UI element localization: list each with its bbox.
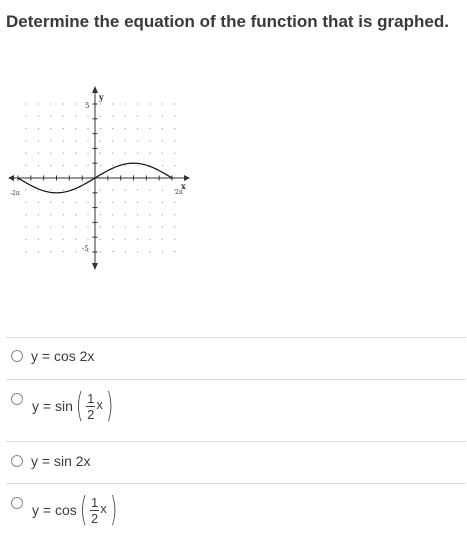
grid-dot: [112, 116, 113, 117]
right-paren: ): [109, 490, 118, 530]
grid-dot: [100, 202, 101, 203]
grid-dot: [50, 153, 51, 154]
grid-dot: [100, 116, 101, 117]
grid-dot: [174, 226, 175, 227]
fraction: [90, 496, 99, 525]
y-axis-label: y: [99, 92, 104, 102]
grid-dot: [174, 202, 175, 203]
grid-dot: [125, 190, 126, 191]
grid-dot: [149, 214, 150, 215]
radio-button[interactable]: [11, 350, 23, 362]
option-label: [32, 386, 116, 426]
grid-dot: [38, 226, 39, 227]
option-sin-2x[interactable]: [8, 442, 463, 482]
grid-dot: [100, 190, 101, 191]
grid-dot: [137, 165, 138, 166]
function-graph: [0, 85, 200, 275]
grid-dot: [125, 153, 126, 154]
grid-dot: [25, 116, 26, 117]
grid-dot: [162, 128, 163, 129]
grid-dot: [50, 226, 51, 227]
grid-dot: [87, 202, 88, 203]
left-paren: (: [75, 386, 84, 426]
y-axis-bottom-arrow: [92, 263, 98, 270]
grid-dot: [75, 190, 76, 191]
fraction-numerator: 1: [87, 390, 95, 406]
grid-dot: [25, 128, 26, 129]
grid-dot: [50, 103, 51, 104]
grid-dot: [137, 239, 138, 240]
option-cos-2x[interactable]: [8, 338, 463, 379]
grid-dot: [63, 190, 64, 191]
grid-dot: [112, 214, 113, 215]
grid-dot: [25, 140, 26, 141]
right-paren: ): [105, 386, 114, 426]
grid-dot: [25, 153, 26, 154]
x-axis-left-arrow: [8, 175, 14, 181]
fraction-numerator: 1: [91, 494, 99, 510]
grid-dot: [75, 226, 76, 227]
grid-dot: [100, 128, 101, 129]
grid-dot: [137, 140, 138, 141]
tick-label-y-bottom: -5: [82, 245, 89, 253]
grid-dot: [75, 116, 76, 117]
grid-dot: [38, 140, 39, 141]
grid-dot: [63, 165, 64, 166]
grid-dot: [87, 116, 88, 117]
grid-dot: [149, 153, 150, 154]
grid-dot: [38, 103, 39, 104]
grid-dot: [63, 103, 64, 104]
grid-dot: [100, 226, 101, 227]
grid-dot: [149, 239, 150, 240]
grid-dot: [100, 103, 101, 104]
grid-dot: [137, 128, 138, 129]
grid-dot: [63, 128, 64, 129]
grid-dot: [50, 251, 51, 252]
grid-dot: [174, 165, 175, 166]
variable: x: [96, 396, 103, 412]
grid-dot: [63, 116, 64, 117]
tick-label-x-right: 2π: [175, 189, 183, 196]
grid-dot: [149, 202, 150, 203]
grid-dot: [38, 239, 39, 240]
grid-dot: [100, 239, 101, 240]
tick-label-y-top: 5: [85, 102, 90, 110]
grid-dot: [87, 165, 88, 166]
option-cos-half-x[interactable]: [8, 484, 463, 534]
grid-dot: [38, 153, 39, 154]
variable: x: [100, 500, 107, 516]
function-prefix: y = sin: [32, 398, 73, 414]
grid-dot: [174, 128, 175, 129]
grid-dot: [50, 190, 51, 191]
grid-dot: [50, 116, 51, 117]
grid-dot: [38, 116, 39, 117]
grid-dot: [137, 116, 138, 117]
grid-dot: [63, 239, 64, 240]
grid-dot: [149, 128, 150, 129]
grid-dot: [87, 153, 88, 154]
grid-dot: [149, 140, 150, 141]
grid-dot: [38, 202, 39, 203]
grid-dot: [50, 239, 51, 240]
grid-dot: [125, 239, 126, 240]
grid-dot: [63, 214, 64, 215]
grid-dot: [87, 226, 88, 227]
grid-dot: [75, 128, 76, 129]
grid-dot: [112, 128, 113, 129]
grid-dot: [125, 226, 126, 227]
grid-dot: [174, 239, 175, 240]
grid-dot: [87, 214, 88, 215]
grid-dot: [63, 226, 64, 227]
grid-dot: [75, 153, 76, 154]
grid-dot: [112, 165, 113, 166]
fraction-denominator: 2: [91, 510, 99, 526]
grid-dot: [162, 239, 163, 240]
fraction-denominator: 2: [87, 406, 95, 422]
grid-dot: [162, 226, 163, 227]
grid-dot: [25, 226, 26, 227]
grid-dot: [38, 128, 39, 129]
grid-dot: [125, 140, 126, 141]
grid-dot: [125, 128, 126, 129]
grid-dot: [75, 140, 76, 141]
grid-dot: [149, 226, 150, 227]
grid-dot: [125, 214, 126, 215]
grid-dot: [137, 226, 138, 227]
grid-dot: [63, 251, 64, 252]
grid-dot: [25, 165, 26, 166]
radio-button[interactable]: [11, 455, 23, 467]
grid-dot: [75, 251, 76, 252]
grid-dot: [100, 153, 101, 154]
grid-dot: [87, 190, 88, 191]
grid-dot: [112, 202, 113, 203]
grid-dot: [174, 140, 175, 141]
grid-dot: [149, 190, 150, 191]
grid-dot: [149, 116, 150, 117]
grid-dot: [75, 103, 76, 104]
grid-dot: [162, 202, 163, 203]
grid-dot: [50, 214, 51, 215]
grid-dot: [137, 251, 138, 252]
grid-dot: [162, 116, 163, 117]
grid-dot: [112, 103, 113, 104]
grid-dot: [25, 251, 26, 252]
grid-dot: [149, 251, 150, 252]
grid-dot: [162, 153, 163, 154]
grid-dot: [100, 140, 101, 141]
grid-dot: [137, 103, 138, 104]
grid-dot: [125, 251, 126, 252]
tick-label-x-left: -2π: [10, 190, 20, 197]
grid-dot: [162, 190, 163, 191]
grid-dot: [112, 239, 113, 240]
grid-dot: [162, 165, 163, 166]
grid-dot: [174, 153, 175, 154]
grid-dot: [25, 190, 26, 191]
grid-dot: [63, 202, 64, 203]
grid-dot: [50, 140, 51, 141]
grid-dot: [75, 214, 76, 215]
x-axis-label: x: [181, 181, 186, 191]
grid-dot: [112, 251, 113, 252]
grid-dot: [137, 214, 138, 215]
grid-dot: [50, 165, 51, 166]
grid-dot: [87, 128, 88, 129]
grid-dot: [149, 103, 150, 104]
function-prefix: y = cos: [32, 502, 77, 518]
grid-dot: [162, 103, 163, 104]
grid-dot: [137, 202, 138, 203]
grid-dot: [75, 202, 76, 203]
grid-dot: [100, 214, 101, 215]
grid-dot: [63, 153, 64, 154]
grid-dot: [87, 140, 88, 141]
grid-dot: [112, 140, 113, 141]
y-axis-top-arrow: [92, 86, 98, 93]
grid-dot: [125, 202, 126, 203]
option-label: y = cos 2x: [31, 348, 95, 364]
grid-dot: [38, 251, 39, 252]
radio-button[interactable]: [11, 393, 23, 405]
grid-dot: [25, 239, 26, 240]
grid-dot: [38, 165, 39, 166]
grid-dot: [112, 226, 113, 227]
grid-dot: [50, 202, 51, 203]
grid-dot: [162, 140, 163, 141]
grid-dot: [38, 214, 39, 215]
grid-dot: [100, 165, 101, 166]
grid-dot: [100, 251, 101, 252]
option-label: [32, 490, 120, 530]
grid-dot: [25, 103, 26, 104]
radio-button[interactable]: [11, 497, 23, 509]
grid-dot: [162, 251, 163, 252]
grid-dot: [75, 165, 76, 166]
grid-dot: [174, 251, 175, 252]
grid-dot: [25, 214, 26, 215]
grid-dot: [162, 214, 163, 215]
grid-dot: [75, 239, 76, 240]
grid-dot: [174, 116, 175, 117]
grid-dot: [137, 153, 138, 154]
question-title: Determine the equation of the function that is graphed.: [6, 12, 449, 31]
grid-dot: [125, 116, 126, 117]
grid-dot: [174, 214, 175, 215]
grid-dot: [137, 190, 138, 191]
grid-dot: [50, 128, 51, 129]
grid-dot: [112, 153, 113, 154]
grid-dot: [63, 140, 64, 141]
option-label: y = sin 2x: [31, 453, 91, 469]
grid-dot: [87, 239, 88, 240]
grid-dot: [174, 103, 175, 104]
option-sin-half-x[interactable]: [8, 380, 463, 440]
grid-dot: [125, 103, 126, 104]
grid-dot: [25, 202, 26, 203]
grid-dot: [125, 165, 126, 166]
fraction: [86, 392, 95, 421]
left-paren: (: [79, 490, 88, 530]
grid-dot: [112, 190, 113, 191]
